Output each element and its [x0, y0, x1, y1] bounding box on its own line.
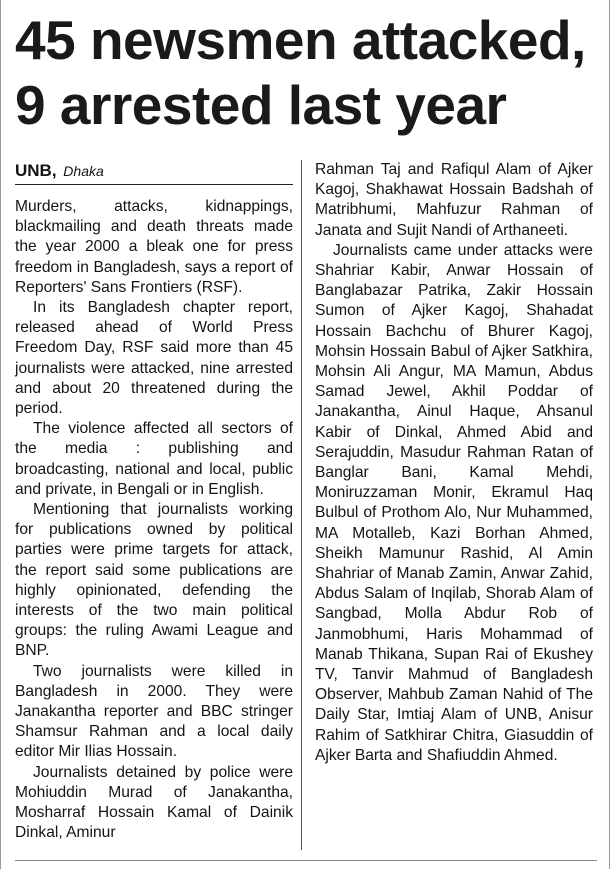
column-divider — [301, 160, 302, 850]
paragraph: Journalists detained by police were Mohiuddin Murad of Janakantha, Mosharraf Hossain Kamal of Dainik Dinkal, Aminur — [15, 763, 293, 842]
byline-place: Dhaka — [63, 163, 104, 179]
article-column-right — [315, 160, 593, 766]
paragraph: Murders, attacks, kidnappings, blackmailing and death threats made the year 2000 a bleak one for press freedom in Bangladesh, says a report of Reporters' Sans Frontiers (RSF). — [15, 198, 293, 296]
paragraph: Journalists came under attacks were Shahriar Kabir, Anwar Hossain of Banglabazar Patrika, Zakir Hossain Sumon of Ajker Kagoj, Shahadat Hossain Bachchu of Bhurer Kagoj, Mohsin Hossain Babul of Ajker Satkhira, Mohsin Ali Angur, MA Mamun, Abdus Samad Jewel, Akhil Poddar of Janakantha, Ainul Haque, Ahsanul Kabir of Dinkal, Ahmed Abid and Serajuddin, Masudur Rahman Ratan of Banglar Bani, Kamal Mehdi, Moniruzzaman Monir, Ekramul Haq Bulbul of Prothom Alo, Nur Muhammed, MA Motalleb, Kazi Borhan Ahmed, Sheikh Mamunur Rashid, Al Amin Shahriar of Manab Zamin, Anwar Zahid, Abdus Salam of Inqilab, Shorab Alam of Sangbad, Molla Abdur Rob of Janmobhumi, Haris Mohammad of Manab Thikana, Supan Rai of Ekushey TV, Tanvir Mahmud of Bangladesh Observer, Mahbub Zaman Nahid of The Daily Star, Imtiaj Alam of UNB, Anisur Rahim of Satkhirar Chitra, Giasuddin of Ajker Barta and Shafiuddin Ahmed. — [315, 241, 593, 764]
bottom-rule — [15, 860, 597, 861]
headline — [15, 8, 605, 138]
headline-line-2: 9 arrested last year — [15, 74, 507, 136]
byline — [15, 160, 293, 185]
article-column-left — [15, 160, 293, 844]
paragraph: Two journalists were killed in Bangladesh in 2000. They were Janakantha reporter and BBC stringer Shamsur Rahman and a local daily editor Mir Ilias Hossain. — [15, 662, 293, 761]
paragraph: In its Bangladesh chapter report, released ahead of World Press Freedom Day, RSF said more than 45 journalists were attacked, nine arrested and about 20 threatened during the period. — [15, 299, 293, 418]
byline-agency: UNB, — [15, 161, 57, 180]
paragraph: The violence affected all sectors of the media : publishing and broadcasting, national and local, public and private, in Bengali or in English. — [15, 420, 293, 498]
headline-line-1: 45 newsmen attacked, — [15, 9, 586, 71]
paragraph: Rahman Taj and Rafiqul Alam of Ajker Kagoj, Shakhawat Hossain Badshah of Matribhumi, Mahfuzur Rahman of Janata and Sujit Nandi of Arthaneeti. — [315, 161, 593, 239]
paragraph: Mentioning that journalists working for publications owned by political parties were prime targets for attack, the report said some publications are highly opinionated, defending the interests of the two main political groups: the ruling Awami League and BNP. — [15, 501, 293, 660]
